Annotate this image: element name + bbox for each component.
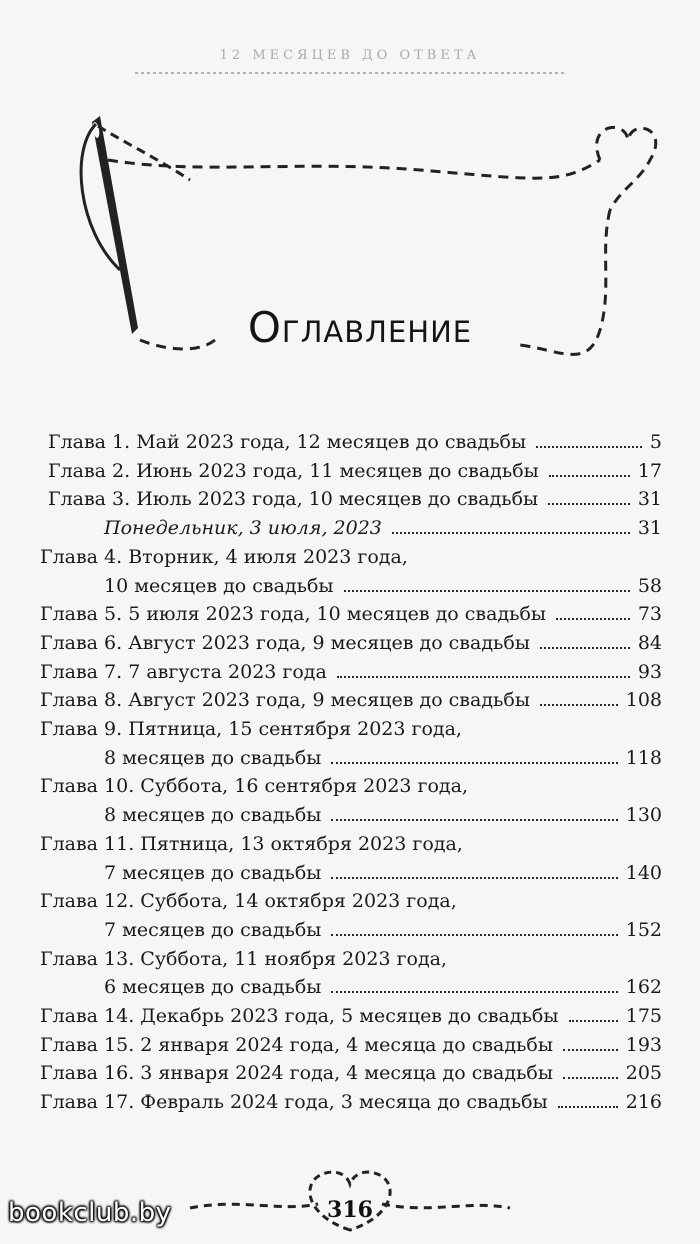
toc-entry (40, 684, 662, 712)
running-head: 12 МЕСЯЦЕВ ДО ОТВЕТА (219, 48, 481, 63)
toc-entry (104, 570, 662, 598)
toc-entry-title: Глава 3. Июль 2023 года, 10 месяцев до свадьбы (48, 488, 539, 511)
toc-entry-page: 193 (625, 1033, 662, 1056)
toc-leader-dots (549, 475, 630, 477)
toc-entry (40, 541, 662, 569)
toc-entry-page: 58 (637, 574, 662, 597)
toc-entry-title: Глава 2. Июнь 2023 года, 11 месяцев до свадьбы (48, 459, 539, 482)
toc-leader-dots (540, 647, 630, 649)
toc-entry-title: Глава 11. Пятница, 13 октября 2023 года, (40, 832, 463, 855)
toc-heading: Оглавление (247, 302, 473, 352)
toc-leader-dots (331, 991, 617, 993)
toc-entry-title: Глава 17. Февраль 2024 года, 3 месяца до свадьбы (40, 1091, 548, 1114)
toc-entry-page: 130 (625, 804, 662, 827)
toc-entry (40, 656, 662, 684)
toc-entry (104, 857, 662, 885)
toc-leader-dots (548, 503, 630, 505)
toc-entry-page: 31 (637, 517, 662, 540)
site-watermark: bookclub.by (8, 1198, 172, 1228)
toc-leader-dots (331, 819, 617, 821)
toc-entry (40, 713, 662, 741)
toc-leader-dots (344, 590, 630, 592)
toc-entry-page: 175 (625, 1005, 662, 1027)
toc-leader-dots (540, 704, 618, 706)
toc-entry-title: Понедельник, 3 июля, 2023 (104, 517, 382, 540)
toc-leader-dots (563, 1049, 618, 1051)
toc-entry-title: 6 месяцев до свадьбы (104, 976, 322, 999)
toc-entry-title: Глава 12. Суббота, 14 октября 2023 года, (40, 890, 457, 913)
toc-leader-dots (563, 1077, 618, 1079)
toc-entry (48, 483, 662, 511)
toc-entry (40, 770, 662, 798)
toc-leader-dots (331, 762, 617, 764)
toc-entry-page: 118 (625, 746, 662, 769)
toc-entry-page: 93 (637, 660, 662, 683)
toc-entry-page: 140 (625, 861, 662, 884)
toc-entry-page: 5 (649, 431, 662, 453)
toc-entry (48, 455, 662, 483)
toc-entry-page: 205 (625, 1062, 662, 1085)
toc-entry-title: Глава 10. Суббота, 16 сентября 2023 года, (40, 775, 468, 798)
toc-entry-page: 216 (625, 1091, 662, 1114)
toc-leader-dots (331, 934, 617, 936)
toc-entry (40, 1086, 662, 1114)
toc-entry-page: 84 (637, 631, 662, 654)
toc-entry-title: 7 месяцев до свадьбы (104, 918, 322, 941)
toc-entry (40, 1029, 662, 1057)
toc-leader-dots (556, 618, 630, 620)
toc-entry-title: Глава 7. 7 августа 2023 года (40, 660, 327, 683)
toc-entry-title: Глава 14. Декабрь 2023 года, 5 месяцев до свадьбы (40, 1005, 559, 1027)
toc-leader-dots (558, 1106, 618, 1108)
toc-heading-box (215, 296, 505, 358)
toc-entry-title: 8 месяцев до свадьбы (104, 746, 322, 769)
needle-icon (92, 116, 138, 334)
toc-entry (40, 1057, 662, 1085)
toc-entry-page: 73 (637, 603, 662, 626)
toc-entry (40, 885, 662, 913)
toc-entry (104, 512, 662, 540)
page-number: 316 (327, 1197, 373, 1223)
toc-entry-title: 10 месяцев до свадьбы (104, 574, 334, 597)
toc-entry (104, 799, 662, 827)
toc-entry-page: 108 (625, 689, 662, 712)
toc-entry-title: 7 месяцев до свадьбы (104, 861, 322, 884)
toc-leader-dots (337, 676, 630, 678)
toc-entry-title: Глава 15. 2 января 2024 года, 4 месяца до свадьбы (40, 1033, 553, 1056)
toc-entry-title: 8 месяцев до свадьбы (104, 804, 322, 827)
toc-entry (104, 971, 662, 999)
toc-entry-title: Глава 4. Вторник, 4 июля 2023 года, (40, 545, 408, 568)
toc-leader-dots (536, 446, 642, 448)
toc-entry-title: Глава 6. Август 2023 года, 9 месяцев до свадьбы (40, 631, 530, 654)
toc-entry-title: Глава 1. Май 2023 года, 12 месяцев до свадьбы (48, 431, 527, 453)
toc-leader-dots (569, 1020, 618, 1022)
toc-entry-title: Глава 16. 3 января 2024 года, 4 месяца до свадьбы (40, 1062, 553, 1085)
toc-leader-dots (331, 877, 617, 879)
toc-entry-title: Глава 5. 5 июля 2023 года, 10 месяцев до свадьбы (40, 603, 547, 626)
toc-entry-page: 31 (637, 488, 662, 511)
toc-entry-title: Глава 9. Пятница, 15 сентября 2023 года, (40, 718, 462, 740)
toc-entry (40, 1000, 662, 1028)
toc-entry (40, 627, 662, 655)
toc-entry (40, 828, 662, 856)
toc-leader-dots (392, 532, 630, 534)
toc-entry (104, 914, 662, 942)
toc-entry-page: 17 (637, 459, 662, 482)
toc-entry (48, 426, 662, 454)
toc-entry (40, 598, 662, 626)
toc-entry-page: 152 (625, 918, 662, 941)
toc-entry-title: Глава 8. Август 2023 года, 9 месяцев до свадьбы (40, 689, 530, 712)
toc-entry (40, 943, 662, 971)
toc-entry-title: Глава 13. Суббота, 11 ноября 2023 года, (40, 947, 448, 970)
toc-entry (104, 742, 662, 770)
toc-entry-page: 162 (625, 976, 662, 999)
